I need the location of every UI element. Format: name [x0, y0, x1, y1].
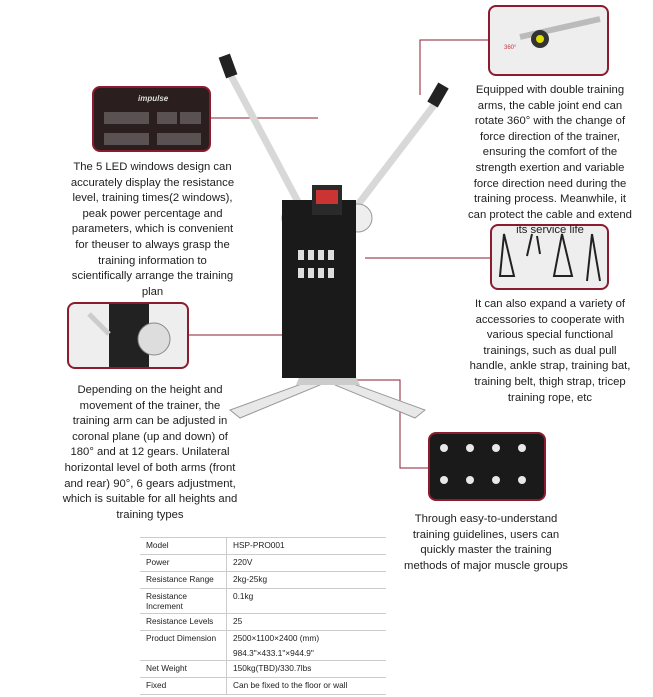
arm-adjustment-photo [67, 302, 189, 369]
table-row: Model HSP-PRO001 [140, 538, 386, 555]
table-row: Resistance Levels 25 [140, 614, 386, 631]
led-description: The 5 LED windows design can accurately display the resistance level, training times(2 windows), peak power percentage and parameters, which is convenient for theuser to always grasp the training information to scientifically arrange the training plan [70, 161, 235, 298]
table-row: Resistance Range 2kg-25kg [140, 572, 386, 589]
training-guide-photo [428, 432, 546, 501]
accessories-description: It can also expand a variety of accessories to cooperate with various special functional trainings, such as dual pull handle, ankle strap, training bat, training belt, thigh strap, tricep training rope, etc [469, 298, 631, 404]
table-row: Resistance Increment 0.1kg [140, 589, 386, 614]
machine-base [230, 375, 425, 418]
table-row: Net Weight 150kg(TBD)/330.7lbs [140, 661, 386, 678]
brand-logo: impulse [138, 94, 169, 103]
table-row: Fixed Can be fixed to the floor or wall [140, 678, 386, 695]
rotation-label: 360° [504, 45, 517, 51]
machine-column [282, 200, 356, 378]
right-arm [350, 100, 438, 215]
led-display-photo [92, 86, 211, 152]
guidelines-description: Through easy-to-understand training guidelines, users can quickly master the training methods of major muscle groups [404, 513, 568, 572]
table-row: Power 220V [140, 555, 386, 572]
left-arm [228, 70, 305, 215]
arms-description: Equipped with double training arms, the cable joint end can rotate 360° with the change of force direction of the trainer, ensuring the comfort of the strength exertion and variable force direction need during the training process. Meanwhile, it can protect the cable and extend its service life [468, 84, 632, 237]
table-row: Product Dimension 2500×1100×2400 (mm) 984.3"×433.1"×944.9" [140, 631, 386, 661]
adjustment-description: Depending on the height and movement of the trainer, the training arm can be adjusted in coronal plane (up and down) of 180° and at 12 gears. Unilateral horizontal level of both arms (front and rear) 90°, 6 gears adjustment, which is suitable for all heights and training types [62, 384, 238, 521]
spec-table [140, 537, 386, 695]
cable-joint-photo [488, 5, 609, 76]
